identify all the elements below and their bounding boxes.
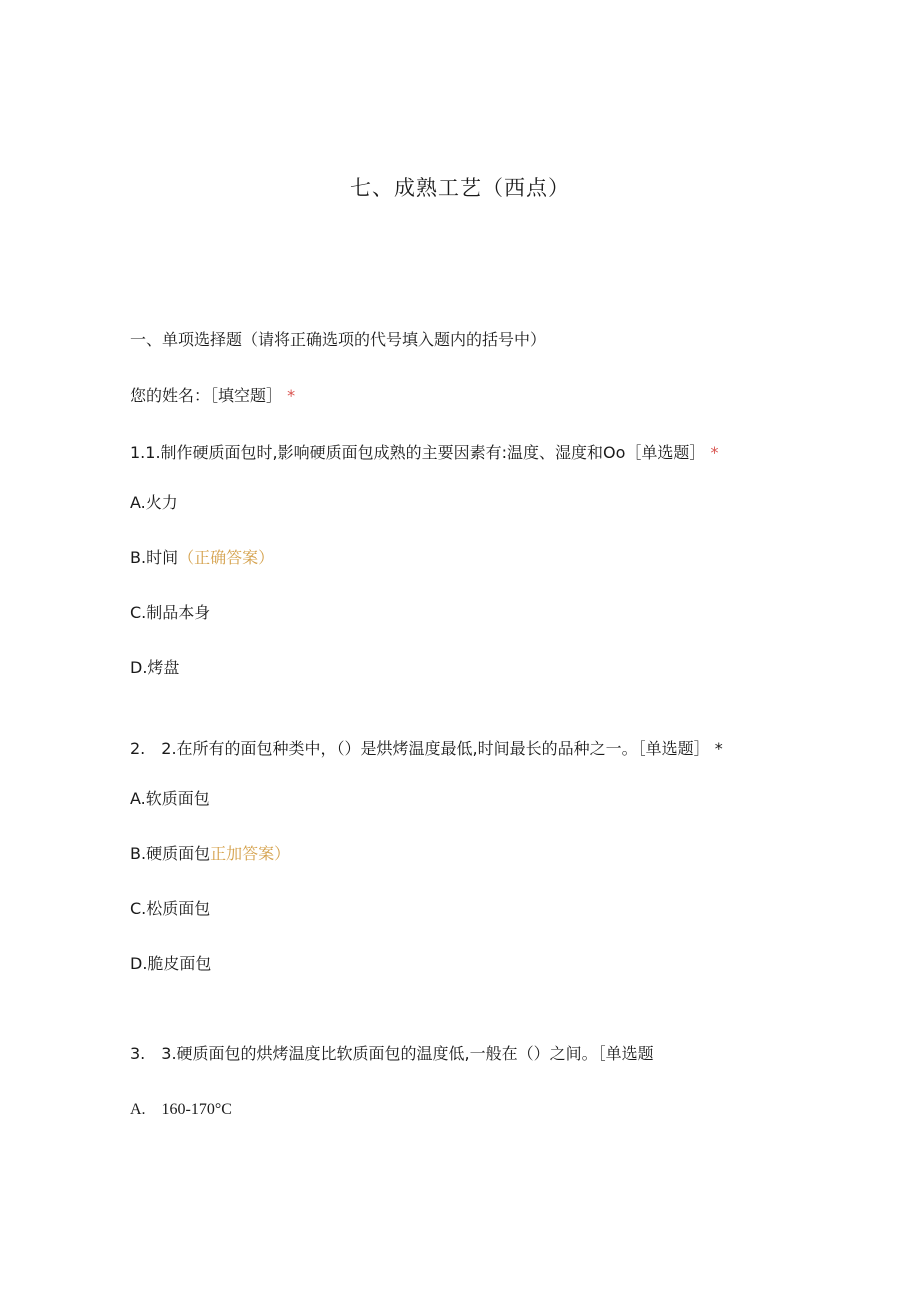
option-label: C.制品本身 [130, 603, 211, 622]
question-stem-2 [130, 738, 723, 760]
option-label: A.软质面包 [130, 789, 210, 808]
option-2d[interactable] [130, 953, 211, 975]
option-1a[interactable] [130, 492, 178, 514]
option-label: C.松质面包 [130, 899, 211, 918]
required-mark: * [714, 739, 723, 758]
question-stem-1 [130, 442, 719, 464]
option-1d[interactable] [130, 657, 179, 679]
option-1c[interactable] [130, 602, 210, 624]
option-2b[interactable] [130, 843, 290, 865]
correct-answer-tag: 正加答案） [210, 844, 291, 863]
option-label: B.时间 [130, 548, 179, 567]
required-mark: * [710, 443, 719, 462]
question-stem-text: 2. 2.在所有的面包种类中，（）是烘烤温度最低,时间最长的品种之一。［单选题］ [130, 739, 710, 758]
option-1b[interactable] [130, 547, 274, 569]
option-label: D.烤盘 [130, 658, 180, 677]
section-heading: 一、单项选择题（请将正确选项的代号填入题内的括号中） [130, 330, 547, 349]
name-question-label: 您的姓名：［填空题］ [130, 386, 283, 405]
correct-answer-tag: （正确答案） [178, 548, 275, 567]
option-3a[interactable] [130, 1099, 232, 1121]
name-question [130, 385, 295, 407]
option-label: A. 160-170°C [130, 1101, 232, 1118]
question-stem-text: 3. 3.硬质面包的烘烤温度比软质面包的温度低,一般在（）之间。［单选题 [130, 1044, 654, 1063]
option-2a[interactable] [130, 788, 210, 810]
question-stem-3 [130, 1043, 654, 1065]
page-title: 七、成熟工艺（西点） [350, 176, 570, 200]
option-label: B.硬质面包 [130, 844, 211, 863]
option-label: D.脆皮面包 [130, 954, 212, 973]
option-label: A.火力 [130, 493, 178, 512]
question-stem-text: 1.1.制作硬质面包时,影响硬质面包成熟的主要因素有:温度、湿度和Oo［单选题］ [130, 443, 706, 462]
option-2c[interactable] [130, 898, 210, 920]
required-mark: * [287, 386, 296, 405]
